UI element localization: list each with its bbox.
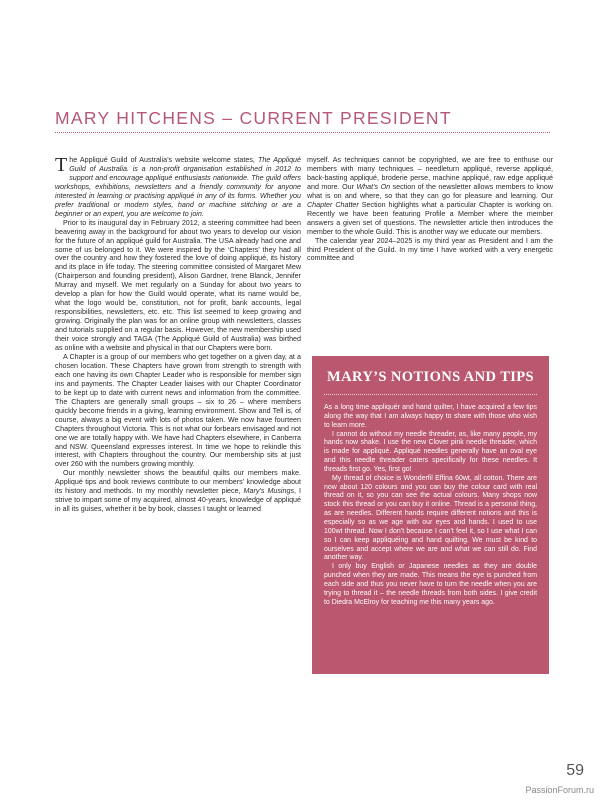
threader-paragraph: I cannot do without my needle threader, as, like many people, my hands now shake. I use the new Clover pink needle threader, which is made for appliqué. Appliqué needles generally have an oval eye and this needle threader caters specifically for these needles. It threads first go. Yes, first go!: [324, 430, 537, 473]
article-column-left: [55, 156, 301, 514]
techniques-paragraph: [307, 156, 553, 237]
intro-quote: The Appliqué Guild of Australia. is a non-profit organisation established in 2012 to support and encourage appliqué enthusiasts nationwide. The guild offers workshops, exhibitions, newsletters and a friendly community for anyone interested in learning or practising appliqué in any of its forms. Whether you prefer traditional or modern styles, hand or machine stitching or are a beginner or an expert, you are welcome to join.: [55, 156, 301, 218]
techniques-text: myself. As techniques cannot be copyrighted, we are free to enthuse our members with many techniques – needleturn appliqué, reverse appliqué, back-basting appliqué, broderie perse, machine appliqué, raw edge appliqué and more. Our: [307, 156, 553, 191]
tips-sidebar: [312, 356, 549, 674]
newsletter-paragraph: [55, 469, 301, 514]
watermark-text: PassionForum.ru: [525, 785, 594, 795]
whats-on-title: What’s On: [356, 182, 391, 191]
article-column-right: [307, 156, 553, 263]
sidebar-title: MARY’S NOTIONS AND TIPS: [327, 369, 535, 385]
musings-title: Mary’s Musings: [243, 487, 295, 496]
title-divider: [55, 132, 550, 133]
page-title: MARY HITCHENS – CURRENT PRESIDENT: [55, 108, 452, 128]
chapter-chatter-title: Chapter Chatter: [307, 200, 359, 209]
chapters-paragraph: A Chapter is a group of our members who get together on a given day, at a chosen location. These Chapters have grown from strength to strength with each one having its own Chapter Leader who is responsible for member sign ins and payments. The Chapter Leader liaises with our Chapter Coordinator to be kept up to date with current news and information from the committee. The Chapters are generally small groups – six to 26 – where members quickly become friends in a giving, learning environment. Show and Tell is, of course, always a big event with lots of photos taken. We now have fourteen Chapters throughout Victoria. This is not what our forbears envisaged and not one we are totally happy with. We have had Chapters elsewhere, in Canberra and NSW. Queensland expresses interest. In time we hope to rekindle this interest, with Chapters throughout the country. Our membership sits at just over 260 with the numbers growing monthly.: [55, 352, 301, 469]
newsletter-text-cont: , I strive to impart some of my acquired, almost 40-years, knowledge of appliqué in all its guises, whether it be by book, classes I taught or learned: [55, 487, 302, 514]
page-number: 59: [566, 762, 584, 779]
intro-paragraph: [55, 156, 301, 219]
drop-cap: T: [55, 154, 68, 176]
sidebar-divider: [324, 394, 537, 395]
presidency-paragraph: The calendar year 2024–2025 is my third year as President and I am the third President of the Guild. In my time I have worked with a very energetic committee and: [307, 236, 553, 263]
techniques-text-end: Section highlights what a particular Chapter is working on. Recently we have been featuring Profile a Member where the member answers a given set of questions. The newsletter article then introduces the member to the whole Guild. This is another way we educate our members.: [307, 200, 553, 236]
techniques-text-cont: section of the newsletter allows members to know what is on and where, so that they can go for pleasure and learning. Our: [307, 182, 553, 200]
needles-paragraph: I only buy English or Japanese needles as they are double punched when they are made. This means the eye is punched from each side and thus you never have to turn the needle when you are trying to thread it – the needle threads from both sides. I give credit to Diedra McElroy for teaching me this many years ago.: [324, 563, 537, 606]
sidebar-body: [324, 404, 537, 607]
tips-intro-paragraph: As a long time appliquér and hand quilter, I have acquired a few tips along the way that I am always happy to share with those who wish to learn more.: [324, 404, 537, 429]
thread-paragraph: My thread of choice is Wonderfil Effina 60wt, all cotton. There are now about 120 colours and you can buy the colour card with real thread on it, so you can see the actual colours. Many shops now stock this thread or you can buy it online. Thread is a personal thing, as are needles. Different hands require different notions and this is especially so as we age with our eyes and hands. I used to use 100wt thread. Now I don’t because I can’t feel it, so I use what I can so I can keep appliquéing and hand quilting. We must be kind to ourselves and accept where we are and what we can still do. Find another way.: [324, 474, 537, 562]
newsletter-text: Our monthly newsletter shows the beautiful quilts our members make. Appliqué tips and book reviews contribute to our members’ knowledge about its history and methods. In my monthly newsletter piece,: [55, 469, 301, 496]
history-paragraph: Prior to its inaugural day in February 2012, a steering committee had been beavering away in the background for about two years to develop our vision for the future of an appliqué guild for Australia. The USA already had one and some of us belonged to it. We were inspired by the ‘Chapters’ they had all over the country and how they fostered the love of doing appliqué, its history and its place in life today. The steering committee consisted of Margaret Mew (Chairperson and founding president), Alison Gardner, Irene Blanck, Jennifer Murray and myself. We met regularly on a Sunday for about two years to develop a plan for how the Guild would operate, what its name would be, what the logo would be, constitution, not for profit, bank accounts, legal responsibilities, newsletters, etc. etc. This list seemed to keep growing and growing. Originally the plan was for an online group with newsletters, classes and tutorials supplied on a regular basis. However, the new membership used their voice strongly and TAGA (The Appliqué Guild of Australia) was birthed as online with a website and physical in that our Chapters were born.: [55, 218, 301, 353]
intro-text: he Appliqué Guild of Australia’s website welcome states,: [69, 156, 259, 164]
